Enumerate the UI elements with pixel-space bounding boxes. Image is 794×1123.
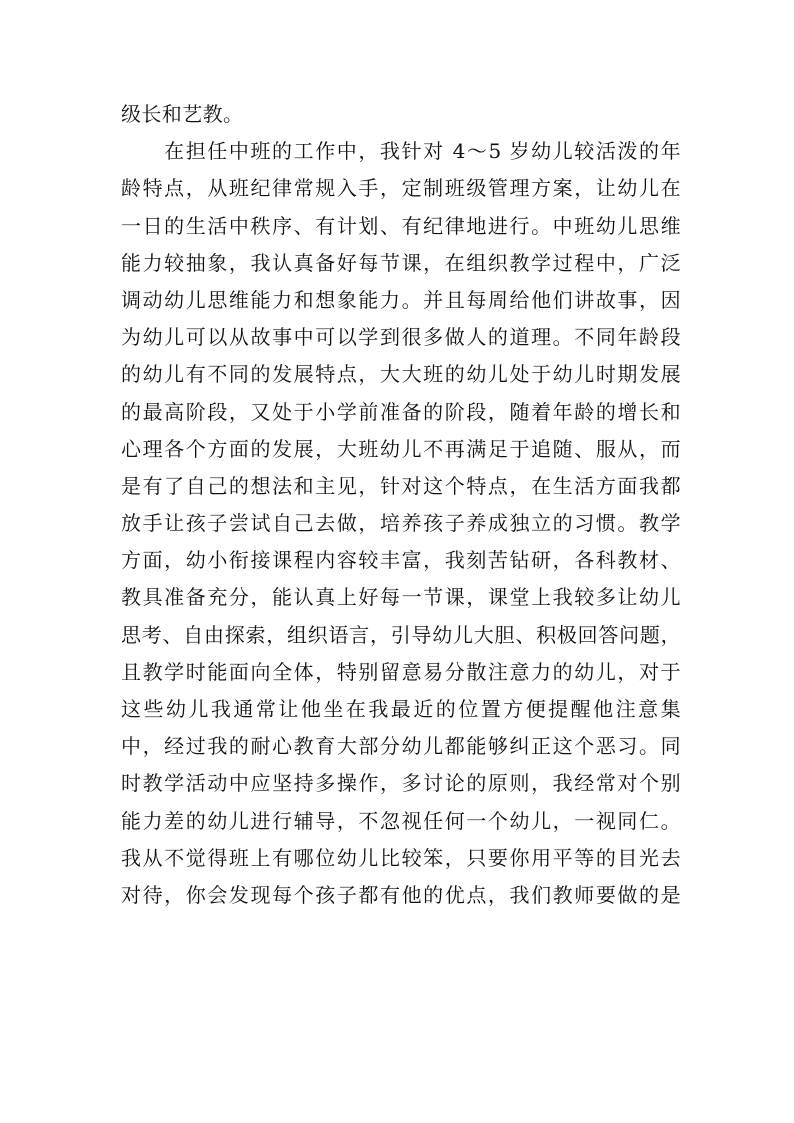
text-line: 我从不觉得班上有哪位幼儿比较笨，只要你用平等的目光去 xyxy=(121,845,681,870)
text-line: 心理各个方面的发展，大班幼儿不再满足于追随、服从，而 xyxy=(121,436,681,461)
text-line: 一日的生活中秩序、有计划、有纪律地进行。中班幼儿思维 xyxy=(121,213,681,238)
text-line: 这些幼儿我通常让他坐在我最近的位置方便提醒他注意集 xyxy=(121,697,681,721)
text-line: 时教学活动中应坚持多操作，多讨论的原则，我经常对个别 xyxy=(121,771,681,796)
text-line: 思考、自由探索，组织语言，引导幼儿大胆、积极回答问题， xyxy=(121,622,681,647)
text-line: 对待，你会发现每个孩子都有他的优点，我们教师要做的是 xyxy=(121,882,681,907)
text-line: 为幼儿可以从故事中可以学到很多做人的道理。不同年龄段 xyxy=(121,325,681,350)
text-line: 调动幼儿思维能力和想象能力。并且每周给他们讲故事，因 xyxy=(121,287,681,312)
text-line: 方面，幼小衔接课程内容较丰富，我刻苦钻研，各科教材、 xyxy=(121,548,681,573)
text-line: 能力较抽象，我认真备好每节课，在组织教学过程中，广泛 xyxy=(121,250,681,275)
text-line: 教具准备充分，能认真上好每一节课，课堂上我较多让幼儿 xyxy=(121,585,681,610)
text-line: 级长和艺教。 xyxy=(121,102,244,126)
text-line: 中，经过我的耐心教育大部分幼儿都能够纠正这个恶习。同 xyxy=(121,734,681,759)
text-line: 且教学时能面向全体，特别留意易分散注意力的幼儿，对于 xyxy=(121,659,681,684)
text-line: 是有了自己的想法和主见，针对这个特点，在生活方面我都 xyxy=(121,473,681,498)
text-line: 的最高阶段，又处于小学前准备的阶段，随着年龄的增长和 xyxy=(121,399,681,424)
text-line: 龄特点，从班纪律常规入手，定制班级管理方案，让幼儿在 xyxy=(121,176,681,201)
text-line: 在担任中班的工作中，我针对 4～5 岁幼儿较活泼的年 xyxy=(121,139,681,164)
body-text xyxy=(121,96,681,914)
text-line: 的幼儿有不同的发展特点，大大班的幼儿处于幼儿时期发展 xyxy=(121,362,681,387)
text-line: 放手让孩子尝试自己去做，培养孩子养成独立的习惯。教学 xyxy=(121,511,681,536)
text-line: 能力差的幼儿进行辅导，不忽视任何一个幼儿，一视同仁。 xyxy=(121,808,681,833)
